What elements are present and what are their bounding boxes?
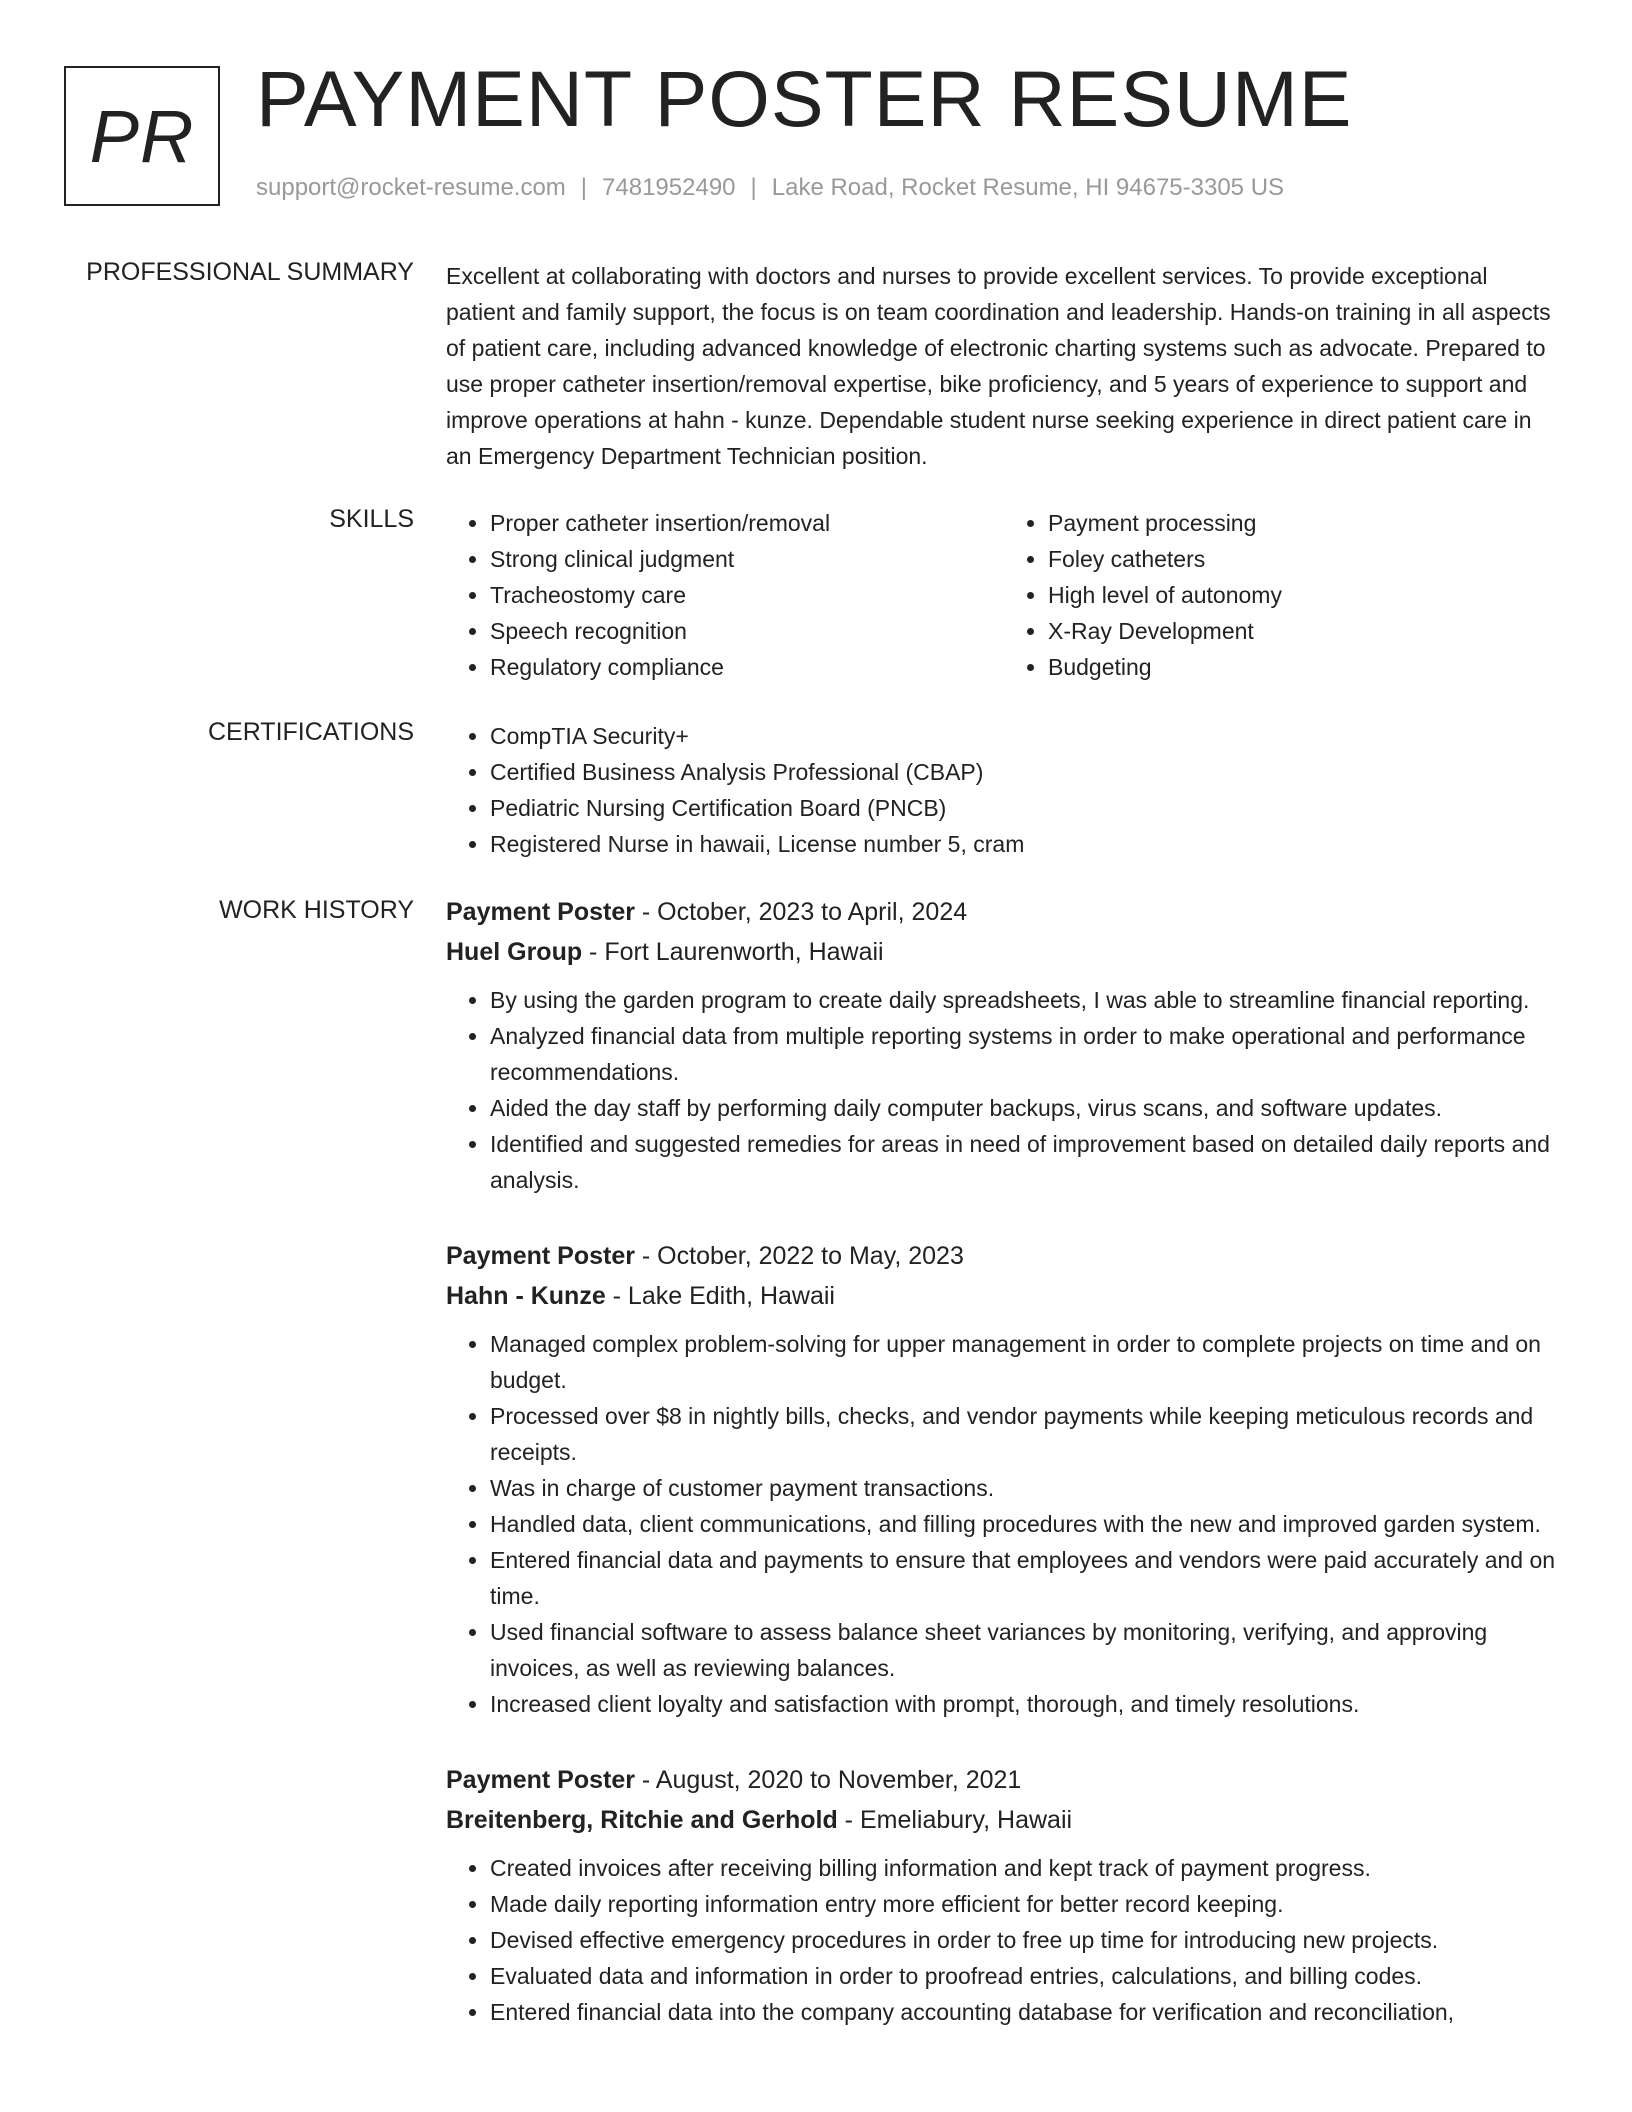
contact-separator: | [750,174,757,201]
job-dates: - October, 2022 to May, 2023 [634,1242,964,1270]
skill-item: • Proper catheter insertion/removal [490,505,1004,541]
summary-label: PROFESSIONAL SUMMARY [86,258,414,286]
job-bullets [446,1326,1562,1722]
skill-item: • Tracheostomy care [490,577,1004,613]
job-bullet: • Identified and suggested remedies for areas in need of improvement based on detailed daily reports and analysis. [490,1126,1562,1198]
skill-item: • Speech recognition [490,613,1004,649]
job-title: Payment Poster [446,1242,635,1270]
work-history-label: WORK HISTORY [219,896,414,924]
job-company-line [446,1276,1562,1316]
job-dates: - August, 2020 to November, 2021 [634,1766,1022,1794]
job-bullet: • Processed over $8 in nightly bills, checks, and vendor payments while keeping meticulous records and receipts. [490,1398,1562,1470]
skills-list [446,505,1562,685]
job-bullet: • Entered financial data into the company accounting database for verification and reconciliation, [490,1994,1562,2030]
job-bullets [446,1850,1562,2030]
skills-label: SKILLS [329,505,414,533]
page-title: PAYMENT POSTER RESUME [256,54,1353,143]
job-bullet: • Handled data, client communications, and filling procedures with the new and improved garden system. [490,1506,1562,1542]
job-bullet: • Managed complex problem-solving for upper management in order to complete projects on time and on budget. [490,1326,1562,1398]
job-bullets [446,982,1562,1198]
skill-item: • Budgeting [1048,649,1562,685]
job-title: Payment Poster [446,1766,635,1794]
skill-item: • Strong clinical judgment [490,541,1004,577]
job-company: Hahn - Kunze [446,1282,606,1310]
summary-text: Excellent at collaborating with doctors and nurses to provide excellent services. To provide exceptional patient and family support, the focus is on team coordination and leadership. Hands-on training in all aspects of patient care, including advanced knowledge of electronic charting systems such as advocate. Prepared to use proper catheter insertion/removal expertise, bike proficiency, and 5 years of experience to support and improve operations at hahn - kunze. Dependable student nurse seeking experience in direct patient care in an Emergency Department Technician position. [446,263,1551,469]
job-entry [446,1760,1562,2030]
job-bullet: • Was in charge of customer payment transactions. [490,1470,1562,1506]
job-title: Payment Poster [446,898,635,926]
job-bullet: • By using the garden program to create daily spreadsheets, I was able to streamline financial reporting. [490,982,1562,1018]
job-dates: - October, 2023 to April, 2024 [634,898,968,926]
certification-item: • Pediatric Nursing Certification Board (PNCB) [490,790,1562,826]
job-bullet: • Devised effective emergency procedures in order to free up time for introducing new projects. [490,1922,1562,1958]
certification-item: • CompTIA Security+ [490,718,1562,754]
work-history-list [446,892,1562,2068]
job-company-line [446,1800,1562,1840]
contact-email: support@rocket-resume.com [256,174,566,201]
monogram-logo: PR [64,66,220,206]
job-entry [446,1236,1562,1722]
job-bullet: • Aided the day staff by performing daily computer backups, virus scans, and software updates. [490,1090,1562,1126]
job-location: - Lake Edith, Hawaii [605,1282,835,1310]
contact-separator: | [580,174,588,201]
contact-address: Lake Road, Rocket Resume, HI 94675-3305 US [771,174,1285,201]
contact-line [256,174,1284,202]
job-title-line [446,892,1562,932]
job-bullet: • Analyzed financial data from multiple reporting systems in order to make operational and performance recommendations. [490,1018,1562,1090]
job-location: - Emeliabury, Hawaii [837,1806,1073,1834]
job-bullet: • Created invoices after receiving billing information and kept track of payment progress. [490,1850,1562,1886]
job-bullet: • Increased client loyalty and satisfaction with prompt, thorough, and timely resolutions. [490,1686,1562,1722]
job-bullet: • Used financial software to assess balance sheet variances by monitoring, verifying, and approving invoices, as well as reviewing balances. [490,1614,1562,1686]
certification-item: • Registered Nurse in hawaii, License number 5, cram [490,826,1562,862]
job-bullet: • Entered financial data and payments to ensure that employees and vendors were paid accurately and on time. [490,1542,1562,1614]
skills-column-left [446,505,1004,685]
job-company: Huel Group [446,938,583,966]
certifications-list [446,718,1562,862]
job-bullet: • Made daily reporting information entry more efficient for better record keeping. [490,1886,1562,1922]
skill-item: • High level of autonomy [1048,577,1562,613]
job-bullet: • Evaluated data and information in order to proofread entries, calculations, and billing codes. [490,1958,1562,1994]
certification-item: • Certified Business Analysis Professional (CBAP) [490,754,1562,790]
job-location: - Fort Laurenworth, Hawaii [582,938,884,966]
skill-item: • X-Ray Development [1048,613,1562,649]
contact-phone: 7481952490 [602,174,736,201]
job-company-line [446,932,1562,972]
skill-item: • Foley catheters [1048,541,1562,577]
certifications-label: CERTIFICATIONS [207,718,414,746]
skill-item: • Payment processing [1048,505,1562,541]
job-entry [446,892,1562,1198]
job-company: Breitenberg, Ritchie and Gerhold [446,1806,838,1834]
job-title-line [446,1236,1562,1276]
job-title-line [446,1760,1562,1800]
skills-column-right [1004,505,1562,685]
skill-item: • Regulatory compliance [490,649,1004,685]
